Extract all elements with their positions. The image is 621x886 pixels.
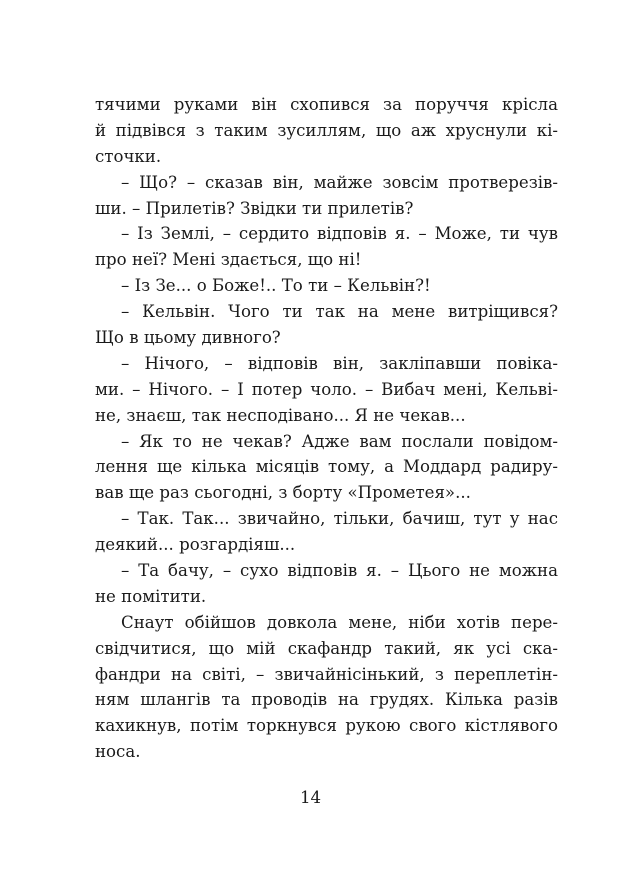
- text-line: носа.: [95, 742, 141, 762]
- text-line: Снаут обійшов довкола мене, ніби хотів пере-: [121, 612, 558, 632]
- text-line: – Нічого, – відповів він, закліпавши повіка-: [121, 353, 558, 373]
- text-line: тячими руками він схопився за поруччя крісла: [95, 95, 558, 114]
- text-line: про неї? Мені здається, що ні!: [95, 250, 362, 270]
- text-line: – Із Зе... о Боже!.. То ти – Кельвін?!: [121, 276, 431, 296]
- text-line: не, знаєш, так несподівано... Я не чекав...: [95, 405, 466, 425]
- text-line: – Так. Так... звичайно, тільки, бачиш, тут у нас: [121, 509, 558, 529]
- text-line: деякий... розгардіяш...: [95, 535, 296, 555]
- text-line: ши. – Прилетів? Звідки ти прилетів?: [95, 198, 414, 218]
- text-line: – Як то не чекав? Адже вам послали повідом-: [121, 431, 558, 451]
- text-line: – Кельвін. Чого ти так на мене витріщився?: [121, 302, 558, 322]
- body-text: [95, 92, 558, 765]
- text-line: – Що? – сказав він, майже зовсім протверезів-: [121, 172, 558, 192]
- text-line: свідчитися, що мій скафандр такий, як усі ска-: [95, 638, 558, 658]
- text-line: кахикнув, потім торкнувся рукою свого кістлявого: [95, 716, 558, 736]
- text-line: – Із Землі, – сердито відповів я. – Може, ти чув: [121, 224, 558, 244]
- page-number: 14: [299, 788, 322, 807]
- text-line: вав ще раз сьогодні, з борту «Прометея»...: [95, 483, 471, 503]
- text-line: ням шлангів та проводів на грудях. Кілька разів: [95, 690, 558, 710]
- text-line: не помітити.: [95, 586, 207, 606]
- text-line: ми. – Нічого. – І потер чоло. – Вибач мені, Кельві-: [95, 379, 558, 399]
- text-line: Що в цьому дивного?: [95, 328, 281, 348]
- text-line: фандри на світі, – звичайнісінький, з переплетін-: [95, 664, 558, 684]
- text-line: й підвівся з таким зусиллям, що аж хруснули кі-: [95, 120, 558, 140]
- text-line: лення ще кілька місяців тому, а Моддард радиру-: [95, 457, 558, 477]
- text-line: – Та бачу, – сухо відповів я. – Цього не можна: [121, 561, 558, 581]
- text-line: сточки.: [95, 146, 162, 166]
